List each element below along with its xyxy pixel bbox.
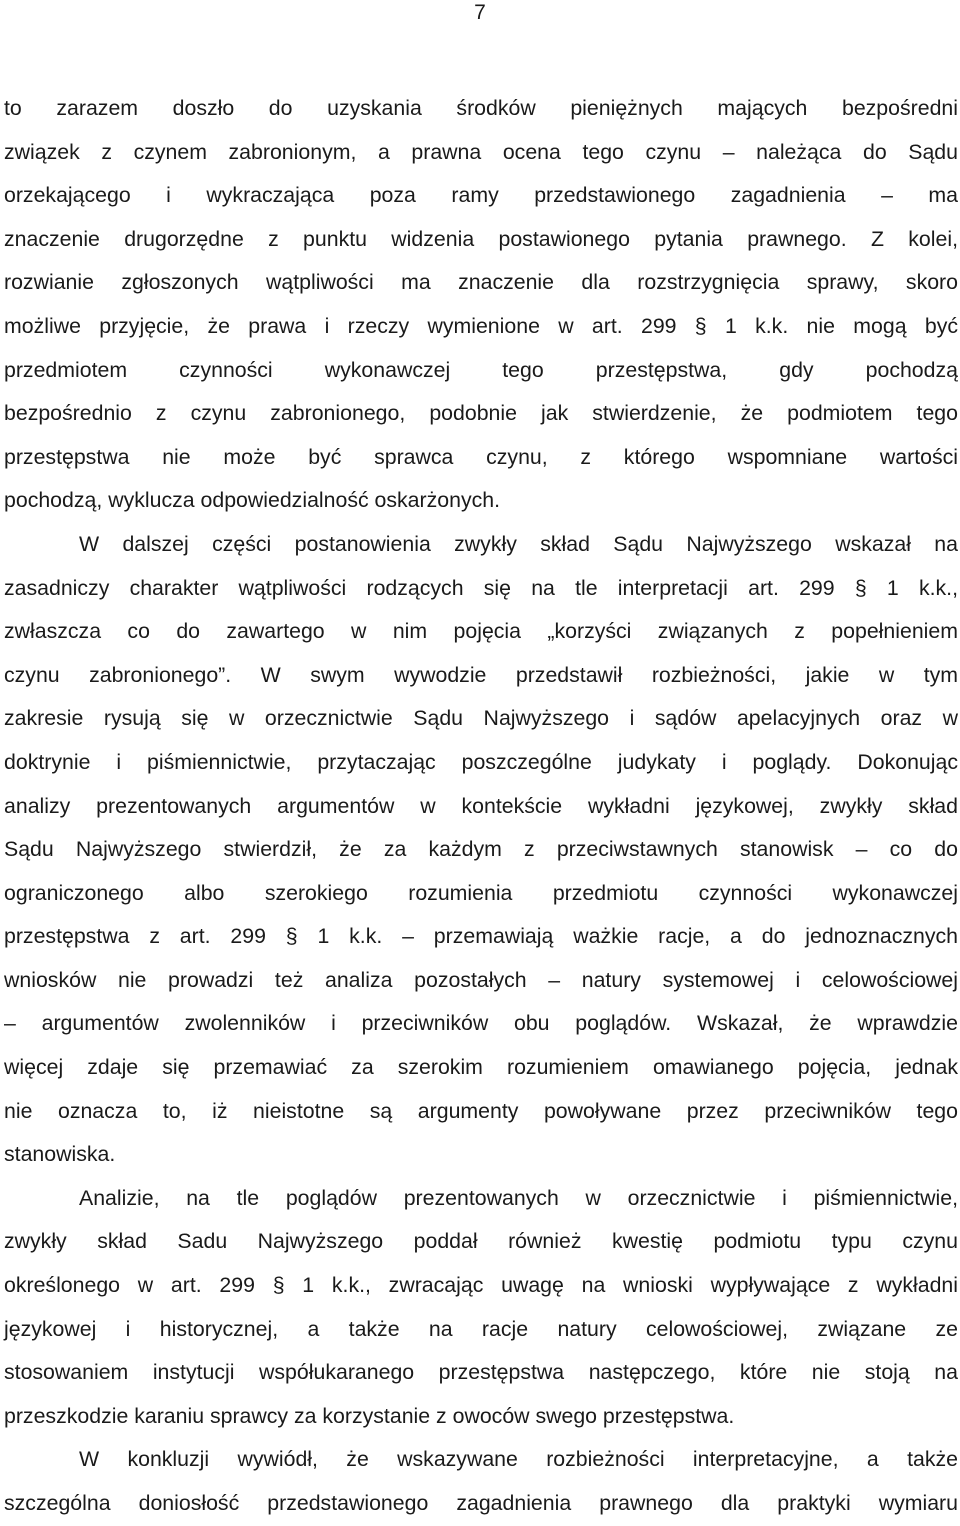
text-line: W konkluzji wywiódł, że wskazywane rozbieżności interpretacyjne, a także — [79, 1447, 958, 1472]
text-line: zwykły skład Sadu Najwyższego poddał również kwestię podmiotu typu czynu — [4, 1229, 958, 1254]
text-line: – argumentów zwolenników i przeciwników obu poglądów. Wskazał, że wprawdzie — [4, 1011, 958, 1036]
text-line: przestępstwa nie może być sprawca czynu, z którego wspomniane wartości — [4, 444, 958, 469]
text-line: wniosków nie prowadzi też analiza pozostałych – natury systemowej i celowościowej — [4, 967, 958, 992]
text-line: przeszkodzie karaniu sprawcy za korzystanie z owoców swego przestępstwa. — [4, 1403, 735, 1428]
text-line: możliwe przyjęcie, że prawa i rzeczy wymienione w art. 299 § 1 k.k. nie mogą być — [4, 313, 958, 338]
text-line: to zarazem doszło do uzyskania środków pieniężnych mających bezpośredni — [4, 96, 958, 120]
text-line: przedmiotem czynności wykonawczej tego przestępstwa, gdy pochodzą — [4, 357, 958, 382]
text-line: zwłaszcza co do zawartego w nim pojęcia „korzyści związanych z popełnieniem — [4, 619, 958, 644]
text-line: Sądu Najwyższego stwierdził, że za każdym z przeciwstawnych stanowisk – co do — [4, 837, 958, 862]
text-line: stanowiska. — [4, 1142, 116, 1167]
text-line: bezpośrednio z czynu zabronionego, podobnie jak stwierdzenie, że podmiotem tego — [4, 401, 958, 426]
text-line: W dalszej części postanowienia zwykły skład Sądu Najwyższego wskazał na — [79, 531, 958, 556]
page-number: 7 — [474, 1, 486, 24]
text-line: Analizie, na tle poglądów prezentowanych w orzecznictwie i piśmiennictwie, — [79, 1185, 958, 1210]
text-line: językowej i historycznej, a także na racje natury celowościowej, związane ze — [4, 1316, 958, 1341]
text-line: znaczenie drugorzędne z punktu widzenia postawionego pytania prawnego. Z kolei, — [4, 226, 958, 251]
text-line: orzekającego i wykraczająca poza ramy przedstawionego zagadnienia – ma — [4, 183, 958, 208]
text-line: zasadniczy charakter wątpliwości rodzących się na tle interpretacji art. 299 § 1 k.k., — [4, 575, 958, 600]
text-line: szczególna doniosłość przedstawionego zagadnienia prawnego dla praktyki wymiaru — [4, 1491, 958, 1515]
text-line: analizy prezentowanych argumentów w kontekście wykładni językowej, zwykły skład — [4, 793, 958, 818]
text-line: zakresie rysują się w orzecznictwie Sądu Najwyższego i sądów apelacyjnych oraz w — [4, 706, 958, 731]
text-line: ograniczonego albo szerokiego rozumienia przedmiotu czynności wykonawczej — [4, 880, 958, 905]
text-line: przestępstwa z art. 299 § 1 k.k. – przemawiają ważkie racje, a do jednoznacznych — [4, 924, 958, 949]
text-line: rozwianie zgłoszonych wątpliwości ma znaczenie dla rozstrzygnięcia sprawy, skoro — [4, 270, 958, 295]
text-line: więcej zdaje się przemawiać za szerokim rozumieniem omawianego pojęcia, jednak — [4, 1055, 958, 1080]
text-line: pochodzą, wyklucza odpowiedzialność oskarżonych. — [4, 488, 501, 513]
text-line: nie oznacza to, iż nieistotne są argumenty powoływane przez przeciwników tego — [4, 1098, 958, 1123]
text-line: czynu zabronionego”. W swym wywodzie przedstawił rozbieżności, jakie w tym — [4, 662, 958, 687]
text-line: stosowaniem instytucji współukaranego przestępstwa następczego, które nie stoją na — [4, 1360, 958, 1385]
document-body — [4, 87, 958, 1526]
text-line: związek z czynem zabronionym, a prawna ocena tego czynu – należąca do Sądu — [4, 139, 958, 164]
text-line: określonego w art. 299 § 1 k.k., zwracając uwagę na wnioski wypływające z wykładni — [4, 1273, 958, 1298]
text-line: doktrynie i piśmiennictwie, przytaczając poszczególne judykaty i poglądy. Dokonując — [4, 749, 958, 774]
